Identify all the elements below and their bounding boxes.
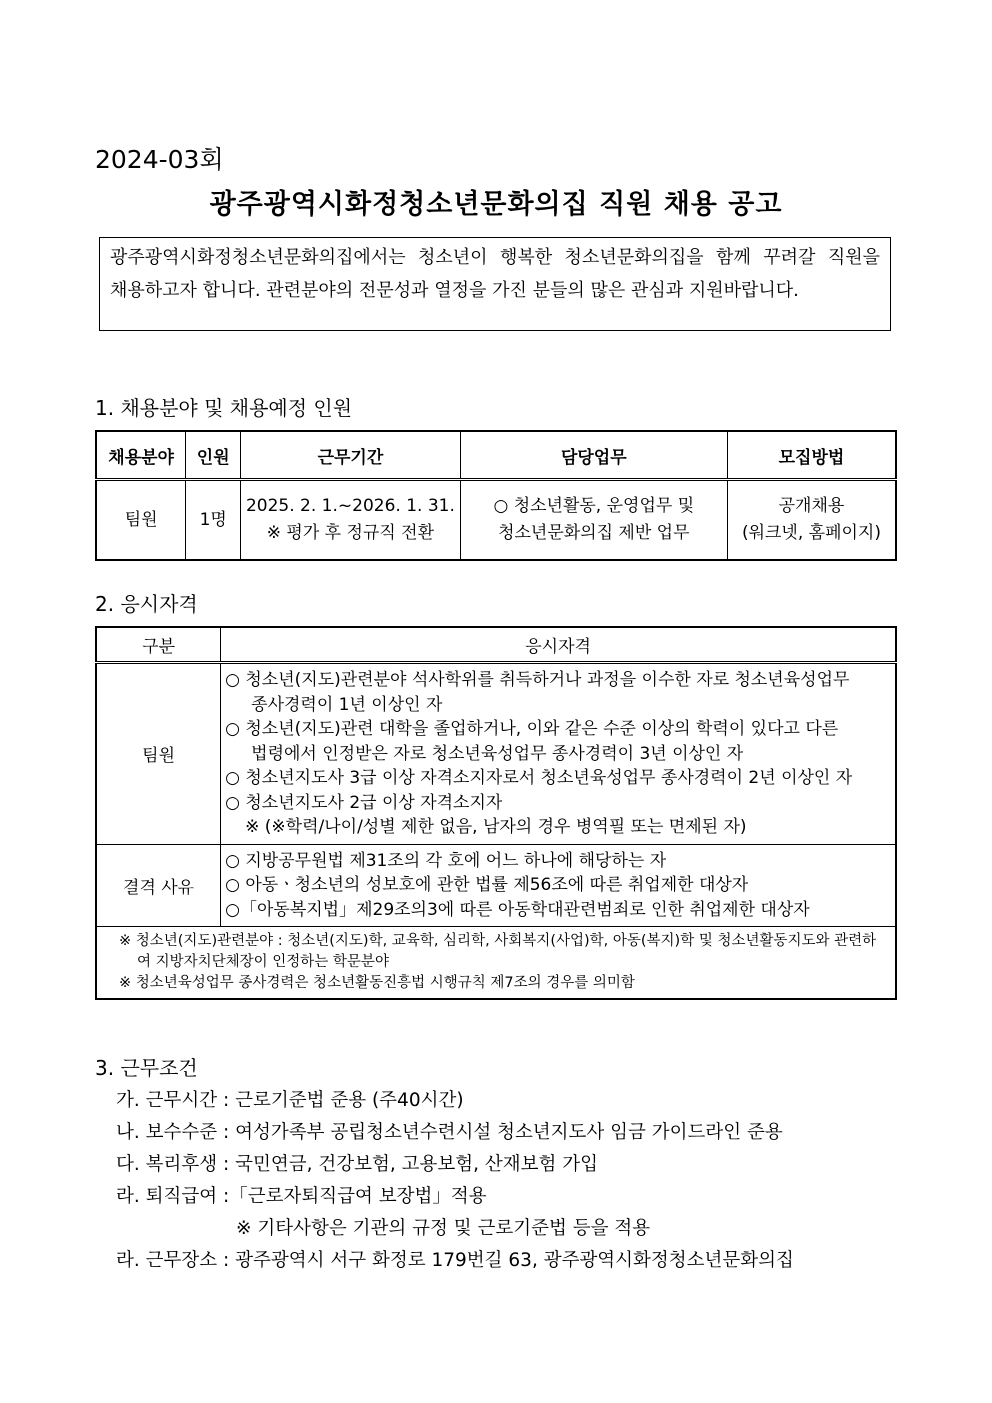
round-number: 2024-03회 [95,145,224,174]
section2-heading: 2. 응시자격 [95,592,198,616]
cell-duty [460,480,727,561]
page-title: 광주광역시화정청소년문화의집 직원 채용 공고 [209,189,783,220]
member-note: ※ (※학력/나이/성별 제한 없음, 남자의 경우 병역필 또는 면제된 자) [245,817,747,837]
table-row [96,844,896,927]
col-header-category: 구분 [96,627,221,663]
section3-heading: 3. 근무조건 [95,1056,198,1080]
cell-method [727,480,896,561]
list-item: ○ 청소년(지도)관련분야 석사학위를 취득하거나 과정을 이수한 자로 청소년육성업무 종사경력이 1년 이상인 자 [225,670,850,715]
cell-member-label: 팀원 [96,663,221,845]
section1-heading: 1. 채용분야 및 채용예정 인원 [95,396,353,420]
col-header-qualification: 응시자격 [221,627,896,663]
cell-disqualifications [221,844,896,927]
duty-line-2: 청소년문화의집 제반 업무 [498,523,690,543]
method-line-2: (워크넷, 홈페이지) [741,523,881,543]
cell-period [241,480,461,561]
condition-item: 라. 근무장소 : 광주광역시 서구 화정로 179번길 63, 광주광역시화정청소년문화의집 [116,1250,794,1271]
col-header-duty: 담당업무 [460,431,727,480]
col-header-period: 근무기간 [241,431,461,480]
method-line-1: 공개채용 [778,496,845,516]
col-header-count: 인원 [186,431,241,480]
list-item: ○ 청소년지도사 3급 이상 자격소지자로서 청소년육성업무 종사경력이 2년 이상인 자 [225,768,853,788]
condition-sub-note: ※ 기타사항은 기관의 규정 및 근로기준법 등을 적용 [236,1218,651,1239]
note-item: ※ 청소년육성업무 종사경력은 청소년활동진흥법 시행규칙 제7조의 경우를 의미함 [119,975,635,991]
table-notes [96,927,896,1000]
list-item: ○「아동복지법」제29조의3에 따른 아동학대관련범죄로 인한 취업제한 대상자 [225,899,810,920]
col-header-field: 채용분야 [96,431,186,480]
list-item: ○ 지방공무원법 제31조의 각 호에 어느 하나에 해당하는 자 [225,850,667,871]
condition-item: 나. 보수수준 : 여성가족부 공립청소년수련시설 청소년지도사 임금 가이드라인 준용 [116,1122,783,1143]
note-item: ※ 청소년(지도)관련분야 : 청소년(지도)학, 교육학, 심리학, 사회복지(사업)학, 아동(복지)학 및 청소년활동지도와 관련하여 지방자치단체장이 인정하는 학문분야 [119,933,877,970]
intro-box: 광주광역시화정청소년문화의집에서는 청소년이 행복한 청소년문화의집을 함께 꾸려갈 직원을 채용하고자 합니다. 관련분야의 전문성과 열정을 가진 분들의 많은 관심과 지원바랍니다. [99,237,891,331]
col-header-method: 모집방법 [727,431,896,480]
condition-item: 라. 퇴직급여 :「근로자퇴직급여 보장법」적용 [116,1186,487,1207]
cell-count: 1명 [186,480,241,561]
cell-member-qualifications [221,663,896,845]
table-row [96,663,896,845]
table-row [96,927,896,1000]
condition-item: 가. 근무시간 : 근로기준법 준용 (주40시간) [116,1090,464,1111]
list-item: ○ 아동ㆍ청소년의 성보호에 관한 법률 제56조에 따른 취업제한 대상자 [225,875,749,895]
cell-disqualification-label: 결격 사유 [96,844,221,927]
qualification-table [95,626,897,1000]
cell-field: 팀원 [96,480,186,561]
period-note: ※ 평가 후 정규직 전환 [266,523,435,543]
period-dates: 2025. 2. 1.~2026. 1. 31. [245,496,455,516]
list-item: ○ 청소년(지도)관련 대학을 졸업하거나, 이와 같은 수준 이상의 학력이 있다고 다른 법령에서 인정받은 자로 청소년육성업무 종사경력이 3년 이상인 자 [225,719,839,764]
recruitment-table [95,430,897,561]
duty-line-1: ○ 청소년활동, 운영업무 및 [493,496,695,516]
list-item: ○ 청소년지도사 2급 이상 자격소지자 [225,792,503,813]
condition-item: 다. 복리후생 : 국민연금, 건강보험, 고용보험, 산재보험 가입 [116,1154,598,1175]
table-row [96,480,896,561]
